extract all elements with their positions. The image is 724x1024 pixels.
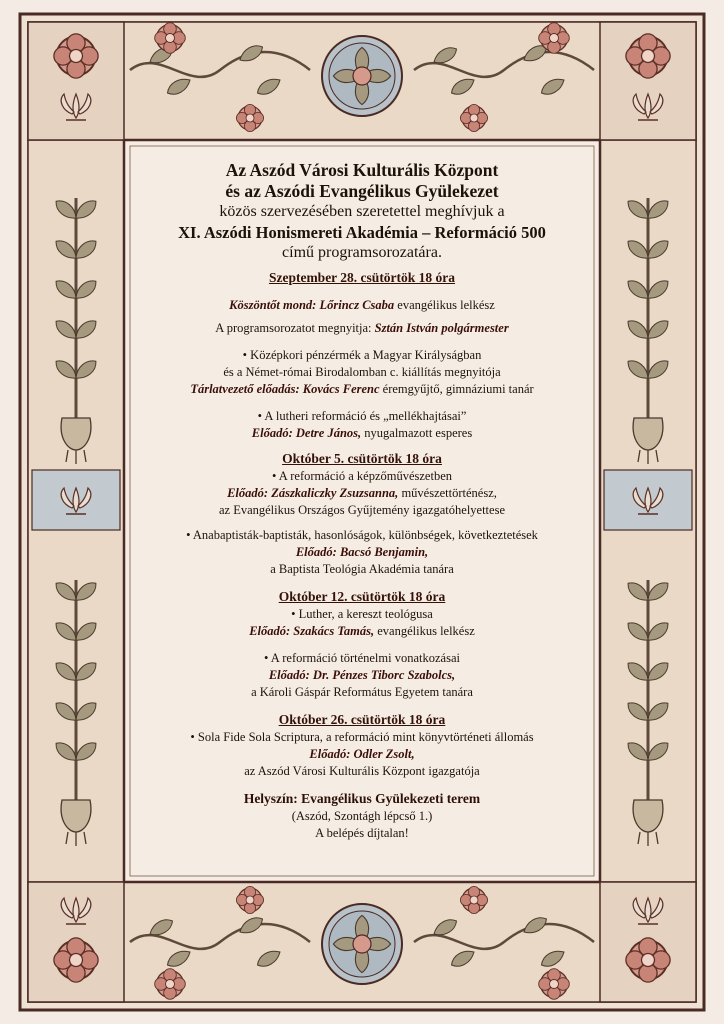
- venue-title: Helyszín: Evangélikus Gyülekezeti terem: [243, 791, 481, 806]
- exhibit-guide-role: éremgyűjtő, gimnáziumi tanár: [379, 382, 534, 396]
- opening-name: Sztán István polgármester: [374, 321, 509, 335]
- exhibit-line-1: • Középkori pénzérmék a Magyar Királyságban: [242, 348, 482, 362]
- speaker-role: művészettörténész,: [398, 486, 497, 500]
- speaker-affiliation: az Aszód Városi Kulturális Központ igazgatója: [244, 764, 480, 778]
- speaker-role: nyugalmazott esperes: [361, 426, 473, 440]
- speaker-affiliation: a Baptista Teológia Akadémia tanára: [270, 562, 454, 576]
- speaker-affiliation: az Evangélikus Országos Gyűjtemény igazgatóhelyettese: [218, 503, 505, 517]
- date-oct-26: Október 26. csütörtök 18 óra: [278, 712, 446, 727]
- speaker-label: Előadó: Zászkaliczky Zsuzsanna,: [227, 486, 399, 500]
- talk-kepzomuveszet-speaker: [140, 485, 584, 502]
- exhibit-line-2: és a Német-római Birodalomban c. kiállítás megnyitója: [223, 365, 501, 379]
- speaker-affiliation: a Károli Gáspár Református Egyetem tanára: [251, 685, 473, 699]
- speaker-label: Előadó: Szakács Tamás,: [249, 624, 375, 638]
- invite-line: közös szervezésében szeretettel meghívjuk a: [219, 203, 505, 220]
- greeting-name: Lőrincz Csaba: [319, 298, 395, 312]
- date-sep-28: Szeptember 28. csütörtök 18 óra: [268, 270, 456, 285]
- speaker-role: evangélikus lelkész: [374, 624, 475, 638]
- greeting-role: evangélikus lelkész: [394, 298, 495, 312]
- talk-luther: • Luther, a kereszt teológusa: [291, 607, 433, 621]
- talk-kepzomuveszet: • A reformáció a képzőművészetben: [272, 469, 452, 483]
- speaker-label: Előadó: Odler Zsolt,: [309, 747, 415, 761]
- date-oct-12: Október 12. csütörtök 18 óra: [278, 589, 446, 604]
- exhibit-guide: [140, 381, 584, 398]
- opening: [140, 320, 584, 337]
- talk-lutheri-speaker: [140, 425, 584, 442]
- opening-text: A programsorozatot megnyitja:: [215, 321, 375, 335]
- series-line: című programsorozatára.: [282, 244, 442, 261]
- organizer-line-1: Az Aszód Városi Kulturális Központ: [225, 160, 499, 180]
- exhibit-guide-label: Tárlatvezető előadás: Kovács Ferenc: [190, 382, 380, 396]
- talk-anabaptistak: • Anabaptisták-baptisták, hasonlóságok, különbségek, következtetések: [186, 528, 538, 542]
- venue-address: (Aszód, Szontágh lépcső 1.): [291, 809, 433, 823]
- free-entry: A belépés díjtalan!: [315, 826, 409, 840]
- speaker-label: Előadó: Detre János,: [251, 426, 362, 440]
- speaker-label: Előadó: Bacsó Benjamin,: [295, 545, 429, 559]
- greeting-label: Köszöntőt mond:: [229, 298, 317, 312]
- speaker-label: Előadó: Dr. Pénzes Tiborc Szabolcs,: [268, 668, 456, 682]
- talk-luther-speaker: [140, 623, 584, 640]
- talk-tortenelmi: • A reformáció történelmi vonatkozásai: [264, 651, 460, 665]
- organizer-line-2: és az Aszódi Evangélikus Gyülekezet: [225, 181, 499, 201]
- talk-lutheri: • A lutheri reformáció és „mellékhajtásai”: [257, 409, 467, 423]
- event-title: XI. Aszódi Honismereti Akadémia – Reformáció 500: [178, 223, 546, 242]
- talk-sola-fide: • Sola Fide Sola Scriptura, a reformáció mint könyvtörténeti állomás: [190, 730, 534, 744]
- invitation-text: [140, 160, 584, 870]
- date-oct-5: Október 5. csütörtök 18 óra: [282, 451, 442, 466]
- greeting: [140, 297, 584, 314]
